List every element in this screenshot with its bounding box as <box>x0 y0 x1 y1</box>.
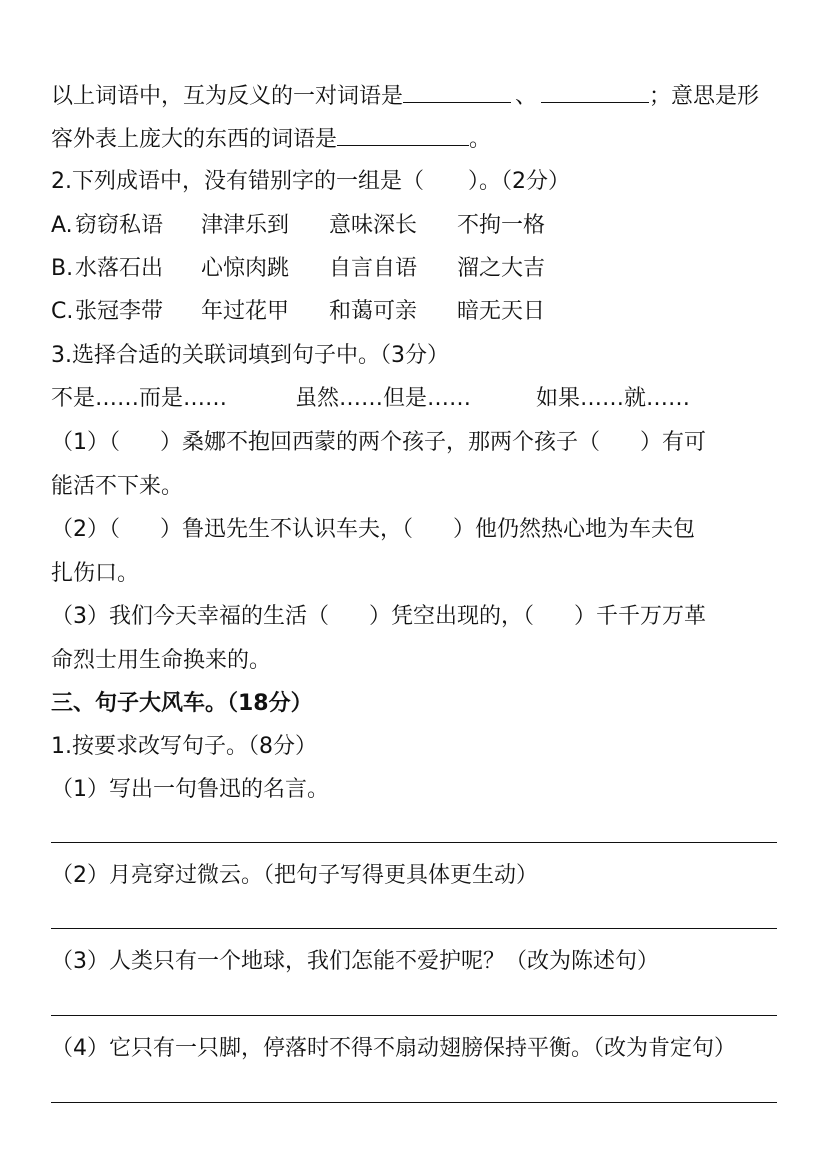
conjunction-pair: 虽然……但是…… <box>295 386 472 411</box>
q3-item-2-line1 <box>51 515 695 545</box>
q3-text: ）千千万万革 <box>574 604 707 629</box>
q2-stem: 2.下列成语中，没有错别字的一组是（ ）。（2分） <box>51 169 570 194</box>
q1-line1-pre: 以上词语中，互为反义的一对词语是 <box>51 84 404 109</box>
option-word: 暗无天日 <box>457 299 546 324</box>
q1-line2 <box>51 125 491 155</box>
s3-q1-stem: 1.按要求改写句子。（8分） <box>51 734 317 759</box>
q1-sep: 、 <box>515 84 538 109</box>
answer-line-2[interactable] <box>51 928 777 929</box>
q2-option-a[interactable] <box>51 211 545 241</box>
q3-pairs <box>51 384 690 414</box>
option-word: 窃窃私语 <box>75 213 164 238</box>
q3-text: ）凭空出现的，（ <box>369 604 535 629</box>
q3-item-2-line2: 扎伤口。 <box>51 561 140 586</box>
antonym-blank-1[interactable] <box>403 82 511 103</box>
q3-text: （2）（ <box>51 517 120 542</box>
option-letter: A. <box>51 213 73 238</box>
q2-option-b[interactable] <box>51 254 545 284</box>
rewrite-item-4: （4）它只有一只脚，停落时不得不扇动翅膀保持平衡。（改为肯定句） <box>51 1036 736 1061</box>
option-word: 自言自语 <box>329 256 418 281</box>
conjunction-pair: 不是……而是…… <box>51 386 228 411</box>
option-word: 不拘一格 <box>457 213 546 238</box>
q3-text: （3）我们今天幸福的生活（ <box>51 604 329 629</box>
antonym-blank-2[interactable] <box>541 82 649 103</box>
q3-stem: 3.选择合适的关联词填到句子中。（3分） <box>51 343 449 368</box>
q3-item-1-line2: 能活不下来。 <box>51 474 184 499</box>
q1-line2-post: 。 <box>469 127 492 152</box>
option-word: 年过花甲 <box>201 299 290 324</box>
q3-text: ）他仍然热心地为车夫包 <box>453 517 696 542</box>
option-word: 水落石出 <box>75 256 164 281</box>
q1-line1 <box>51 82 759 112</box>
option-word: 心惊肉跳 <box>201 256 290 281</box>
q3-text: （1）（ <box>51 430 120 455</box>
option-word: 津津乐到 <box>201 213 290 238</box>
rewrite-item-3: （3）人类只有一个地球，我们怎能不爱护呢？（改为陈述句） <box>51 949 659 974</box>
option-word: 意味深长 <box>329 213 418 238</box>
option-word: 和蔼可亲 <box>329 299 418 324</box>
option-word: 溜之大吉 <box>457 256 546 281</box>
conjunction-pair: 如果……就…… <box>536 386 691 411</box>
q3-text: ）桑娜不抱回西蒙的两个孩子，那两个孩子（ <box>160 430 601 455</box>
rewrite-item-2: （2）月亮穿过微云。（把句子写得更具体更生动） <box>51 863 538 888</box>
q3-item-3-line1 <box>51 602 706 632</box>
answer-line-3[interactable] <box>51 1015 777 1016</box>
q3-text: ）有可 <box>640 430 707 455</box>
q3-text: ）鲁迅先生不认识车夫，（ <box>160 517 414 542</box>
section-3-title: 三、句子大风车。（18分） <box>51 691 313 716</box>
huge-object-blank[interactable] <box>337 125 469 146</box>
option-word: 张冠李带 <box>75 299 164 324</box>
rewrite-item-1: （1）写出一句鲁迅的名言。 <box>51 777 329 802</box>
q3-item-3-line2: 命烈士用生命换来的。 <box>51 648 272 673</box>
option-letter: C. <box>51 299 74 324</box>
q1-line1-post: ；意思是形 <box>649 84 760 109</box>
answer-line-1[interactable] <box>51 842 777 843</box>
q1-line2-pre: 容外表上庞大的东西的词语是 <box>51 127 338 152</box>
option-letter: B. <box>51 256 74 281</box>
q2-option-c[interactable] <box>51 297 545 327</box>
answer-line-4[interactable] <box>51 1102 777 1103</box>
q3-item-1-line1 <box>51 428 706 458</box>
